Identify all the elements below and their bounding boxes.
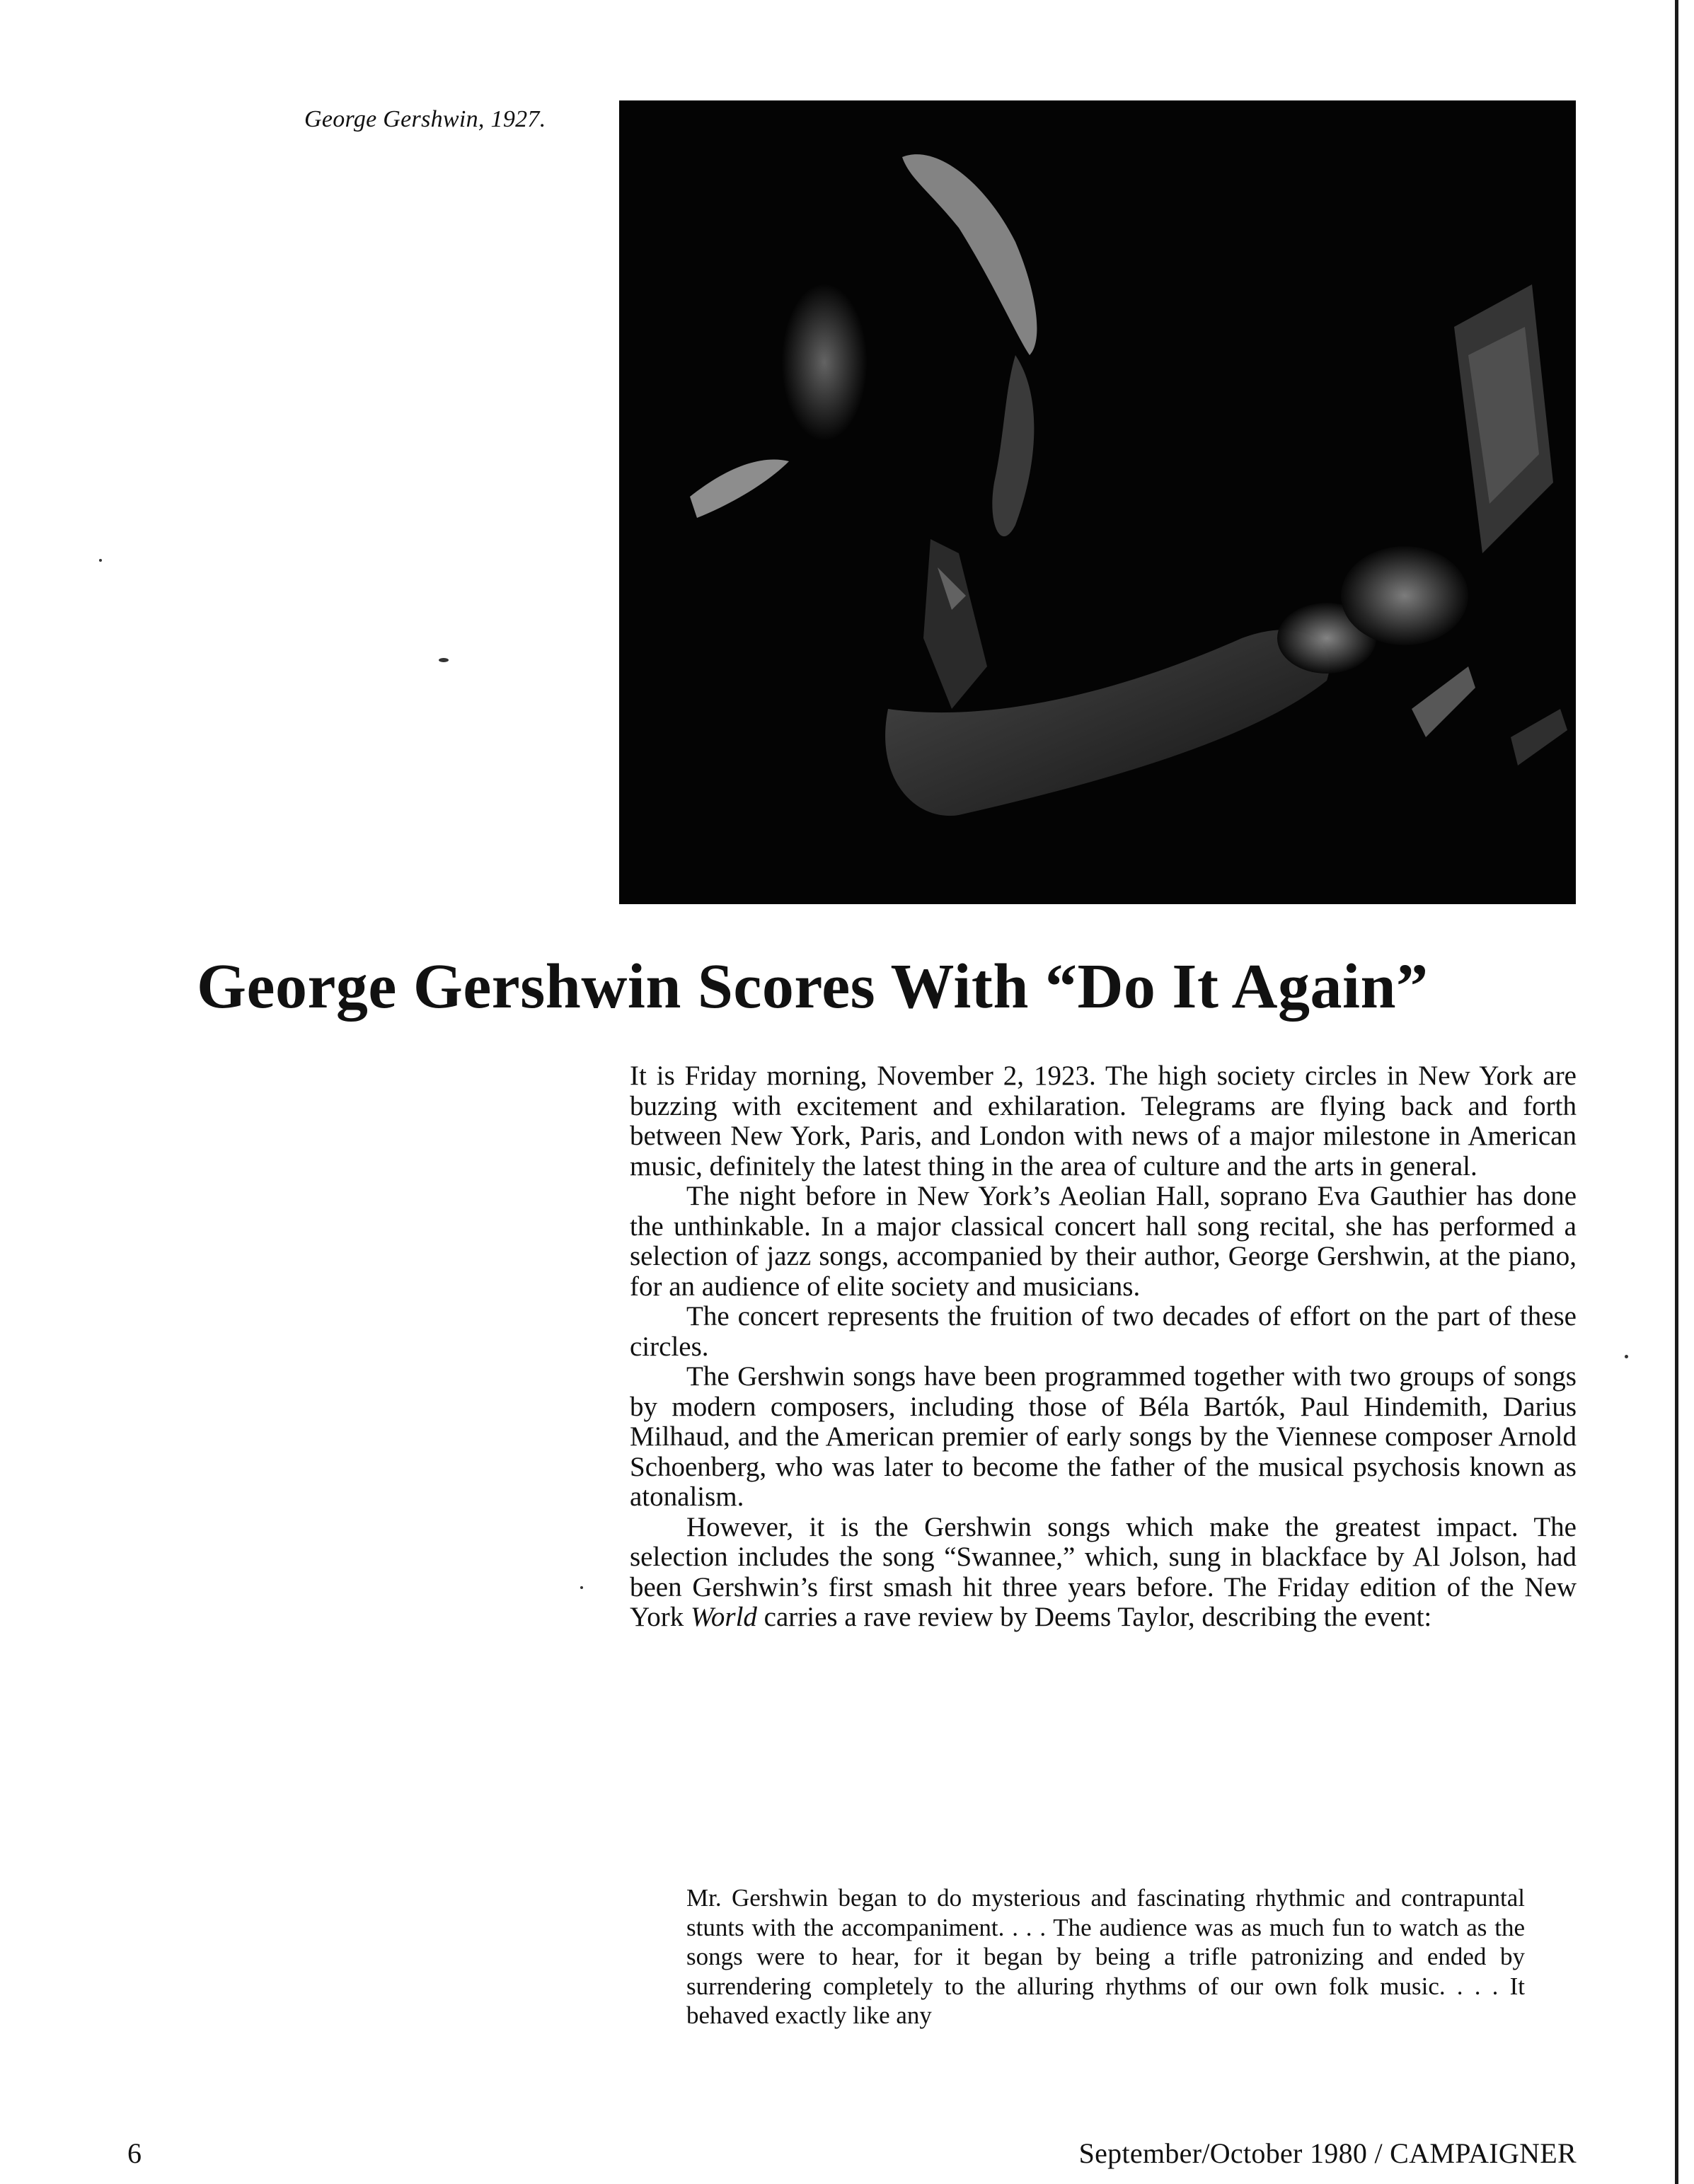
photo-caption: George Gershwin, 1927. bbox=[304, 106, 546, 132]
article-paragraph: The Gershwin songs have been programmed together with two groups of songs by modern composers, including those of Béla Bartók, Paul Hindemith, Darius Milhaud, and the American premier of early songs by the Viennese composer Arnold Schoenberg, who was later to become the father of the musical psychosis known as atonalism. bbox=[630, 1361, 1577, 1512]
scan-speck bbox=[1625, 1355, 1628, 1358]
newspaper-title: World bbox=[691, 1602, 757, 1632]
paragraph-text: However, it is the Gershwin songs which make the greatest impact. The selection includes the song “Swannee,” which, sung in blackface by Al Jolson, had been Gershwin’s first smash hit three years before. The Friday edition of the New York bbox=[630, 1511, 1577, 1632]
publication-line: September/October 1980 / CAMPAIGNER bbox=[1078, 2137, 1577, 2169]
article-paragraph bbox=[630, 1513, 1577, 1633]
page-edge-border bbox=[1675, 0, 1678, 2184]
page-number: 6 bbox=[127, 2137, 142, 2169]
scan-speck bbox=[580, 1586, 583, 1589]
paragraph-text: carries a rave review by Deems Taylor, describing the event: bbox=[756, 1602, 1432, 1632]
review-quote: Mr. Gershwin began to do mysterious and fascinating rhythmic and contrapuntal stunts with the accompaniment. . . . The audience was as much fun to watch as the songs were to hear, for it began by being a trifle patronizing and ended by surrendering completely to the alluring rhythms of our own folk music. . . . It behaved exactly like any bbox=[686, 1884, 1525, 2029]
scan-speck bbox=[439, 658, 449, 662]
article-body bbox=[630, 1061, 1577, 1633]
scan-speck bbox=[99, 559, 102, 562]
photo-image bbox=[619, 100, 1576, 904]
article-paragraph: The night before in New York’s Aeolian Hall, soprano Eva Gauthier has done the unthinkable. In a major classical concert hall song recital, she has performed a selection of jazz songs, accompanied by their author, George Gershwin, at the piano, for an audience of elite society and musicians. bbox=[630, 1181, 1577, 1302]
article-paragraph: It is Friday morning, November 2, 1923. The high society circles in New York are buzzing with excitement and exhilaration. Telegrams are flying back and forth between New York, Paris, and London with news of a major milestone in American music, definitely the latest thing in the area of culture and the arts in general. bbox=[630, 1061, 1577, 1181]
article-paragraph: The concert represents the fruition of two decades of effort on the part of these circles. bbox=[630, 1301, 1577, 1362]
article-headline: George Gershwin Scores With “Do It Again” bbox=[197, 952, 1429, 1022]
gershwin-photo bbox=[619, 100, 1576, 904]
